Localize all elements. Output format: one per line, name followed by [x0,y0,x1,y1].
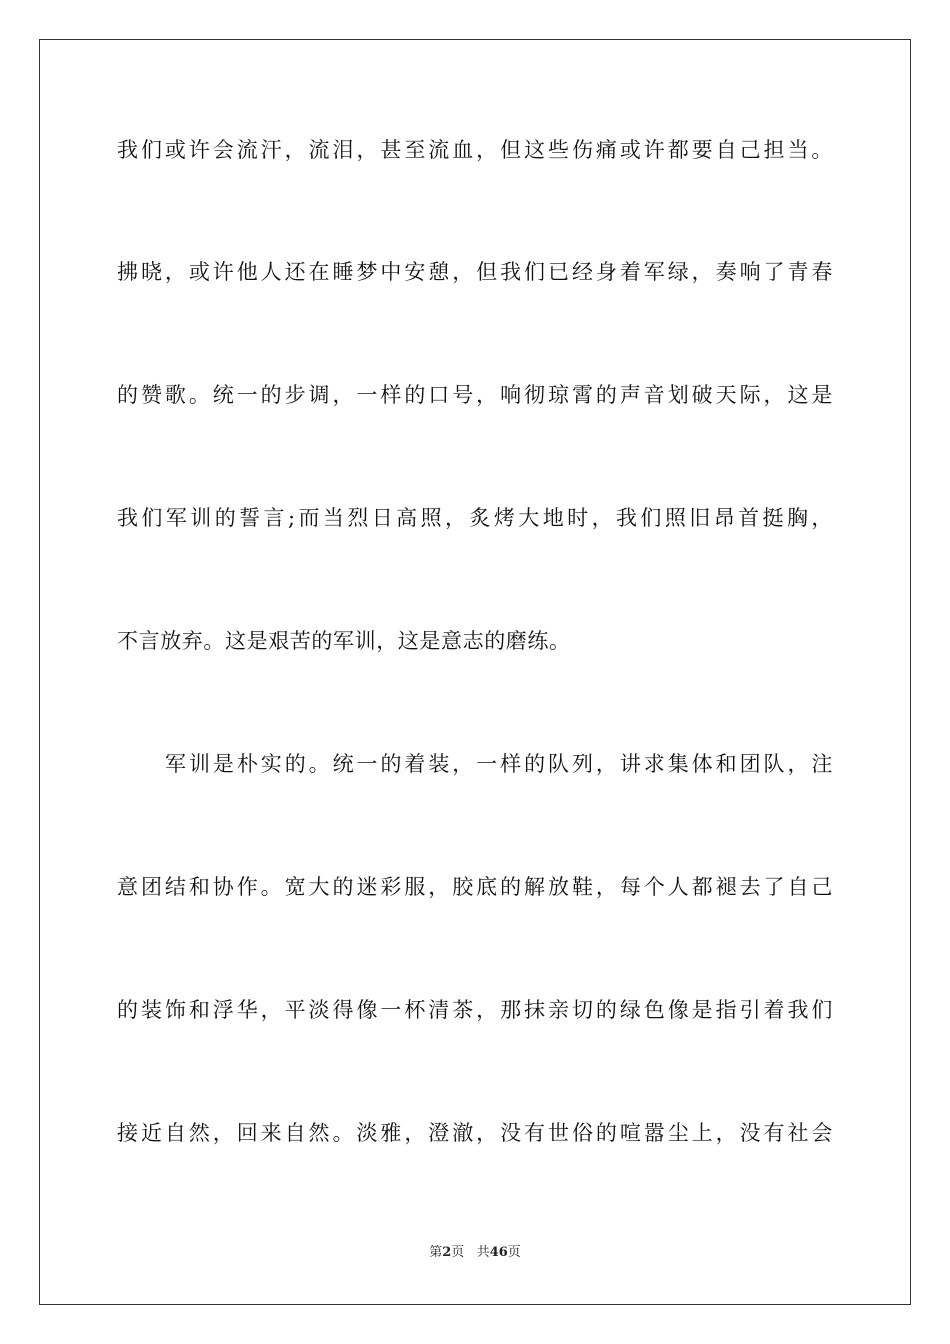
body-text-line: 意团结和协作。宽大的迷彩服，胶底的解放鞋，每个人都褪去了自己 [117,875,833,899]
body-text-line: 的赞歌。统一的步调，一样的口号，响彻琼霄的声音划破天际，这是 [117,383,833,407]
body-text-line: 我们或许会流汗，流泪，甚至流血，但这些伤痛或许都要自己担当。 [117,138,833,162]
paragraph-first-line: 军训是朴实的。统一的着装，一样的队列，讲求集体和团队，注 [165,752,833,776]
body-text-line: 不言放弃。这是艰苦的军训，这是意志的磨练。 [117,629,571,653]
page-footer [0,1244,950,1262]
body-text-line: 的装饰和浮华，平淡得像一杯清茶，那抹亲切的绿色像是指引着我们 [117,998,833,1022]
page-number: 2 [442,1245,452,1260]
body-text-line: 拂晓，或许他人还在睡梦中安憩，但我们已经身着军绿，奏响了青春 [117,260,833,284]
page-label-prefix: 第 [429,1245,443,1260]
body-text-line: 我们军训的誓言;而当烈日高照，炙烤大地时，我们照旧昂首挺胸， [117,506,833,530]
total-label-suffix: 页 [507,1245,521,1260]
page-border [39,39,911,1305]
total-pages: 46 [489,1245,508,1260]
page-label-suffix: 页 [451,1245,465,1260]
body-text-line: 接近自然，回来自然。淡雅，澄澈，没有世俗的喧嚣尘上，没有社会 [117,1121,833,1145]
total-label-prefix: 共 [476,1245,490,1260]
